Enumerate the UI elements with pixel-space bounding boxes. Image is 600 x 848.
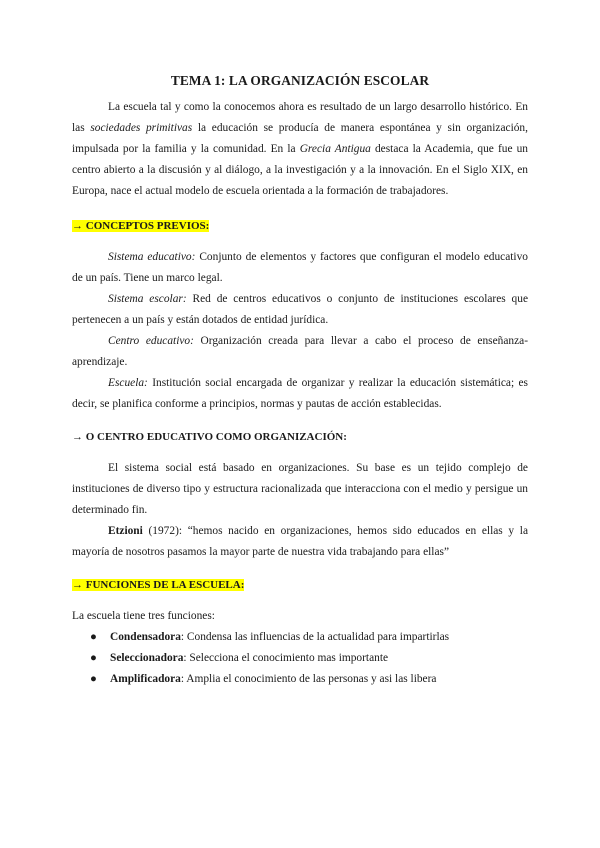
- bullet-icon: ●: [90, 631, 97, 643]
- section-heading-funciones-text: → FUNCIONES DE LA ESCUELA:: [72, 579, 245, 591]
- definition-item: [72, 289, 528, 331]
- definition-text: Organización creada para llevar a cabo el proceso de enseñanza-aprendizaje.: [72, 335, 528, 368]
- definition-text: Red de centros educativos o conjunto de instituciones escolares que pertenecen a un país y están dotados de entidad jurídica.: [72, 293, 528, 326]
- bullet-icon: ●: [90, 652, 97, 664]
- function-text: : Amplia el conocimiento de las personas y asi las libera: [180, 673, 437, 685]
- list-item: [72, 627, 528, 648]
- etzioni-quote: [72, 521, 528, 563]
- definition-term: Centro educativo:: [108, 335, 194, 347]
- document-page: [72, 70, 528, 690]
- section-heading-conceptos-text: → CONCEPTOS PREVIOS:: [72, 220, 210, 232]
- list-item: [72, 669, 528, 690]
- intro-text-1: La escuela tal y como la conocemos ahora es resultado de un largo desarrollo histórico. En las: [72, 101, 528, 134]
- intro-text-2: la educación se producía de manera espontánea y sin organización, impulsada por la familia y la comunidad. En la: [72, 122, 528, 155]
- intro-emphasis-1: sociedades primitivas: [90, 122, 193, 134]
- definition-item: [72, 373, 528, 415]
- intro-text-3: destaca la Academia, que fue un centro abierto a la discusión y al diálogo, a la investigación y a la innovación. En el Siglo XIX, en Europa, nace el actual modelo de escuela orientada a la formación de trabajadores.: [72, 143, 529, 197]
- definition-text: Conjunto de elementos y factores que configuran el modelo educativo de un país. Tiene un marco legal.: [72, 251, 528, 284]
- section-heading-centro: → O CENTRO EDUCATIVO COMO ORGANIZACIÓN:: [72, 431, 347, 443]
- function-name: Condensadora: [110, 631, 181, 643]
- quote-author: Etzioni: [108, 525, 143, 537]
- definition-term: Sistema educativo:: [108, 251, 196, 263]
- definition-text: Institución social encargada de organizar y realizar la educación sistemática; es decir, se planifica conforme a principios, normas y pautas de acción establecidas.: [72, 377, 528, 410]
- definition-item: [72, 331, 528, 373]
- list-item: [72, 648, 528, 669]
- function-text: : Condensa las influencias de la actualidad para impartirlas: [180, 631, 450, 643]
- page-title: TEMA 1: LA ORGANIZACIÓN ESCOLAR: [170, 73, 430, 88]
- function-name: Amplificadora: [110, 673, 181, 685]
- intro-paragraph: [72, 97, 528, 202]
- definition-term: Sistema escolar:: [108, 293, 187, 305]
- intro-emphasis-2: Grecia Antigua: [299, 143, 371, 155]
- definition-term: Escuela:: [108, 377, 148, 389]
- section-heading-funciones: [72, 575, 528, 596]
- bullet-icon: ●: [90, 673, 97, 685]
- function-text: : Selecciona el conocimiento mas importante: [183, 652, 389, 664]
- section-heading-conceptos: [72, 216, 528, 237]
- definition-item: [72, 247, 528, 289]
- function-name: Seleccionadora: [110, 652, 184, 664]
- quote-text: (1972): “hemos nacido en organizaciones, hemos sido educados en ellas y la mayoría de nosotros pasamos la mayor parte de nuestra vida trabajando para ellas”: [72, 525, 528, 558]
- organizacion-paragraph: El sistema social está basado en organizaciones. Su base es un tejido complejo de instituciones de diverso tipo y estructura racionalizada que interacciona con el medio y persigue un determinado fin.: [72, 462, 528, 516]
- funciones-list: [72, 627, 528, 690]
- funciones-intro: La escuela tiene tres funciones:: [72, 610, 215, 622]
